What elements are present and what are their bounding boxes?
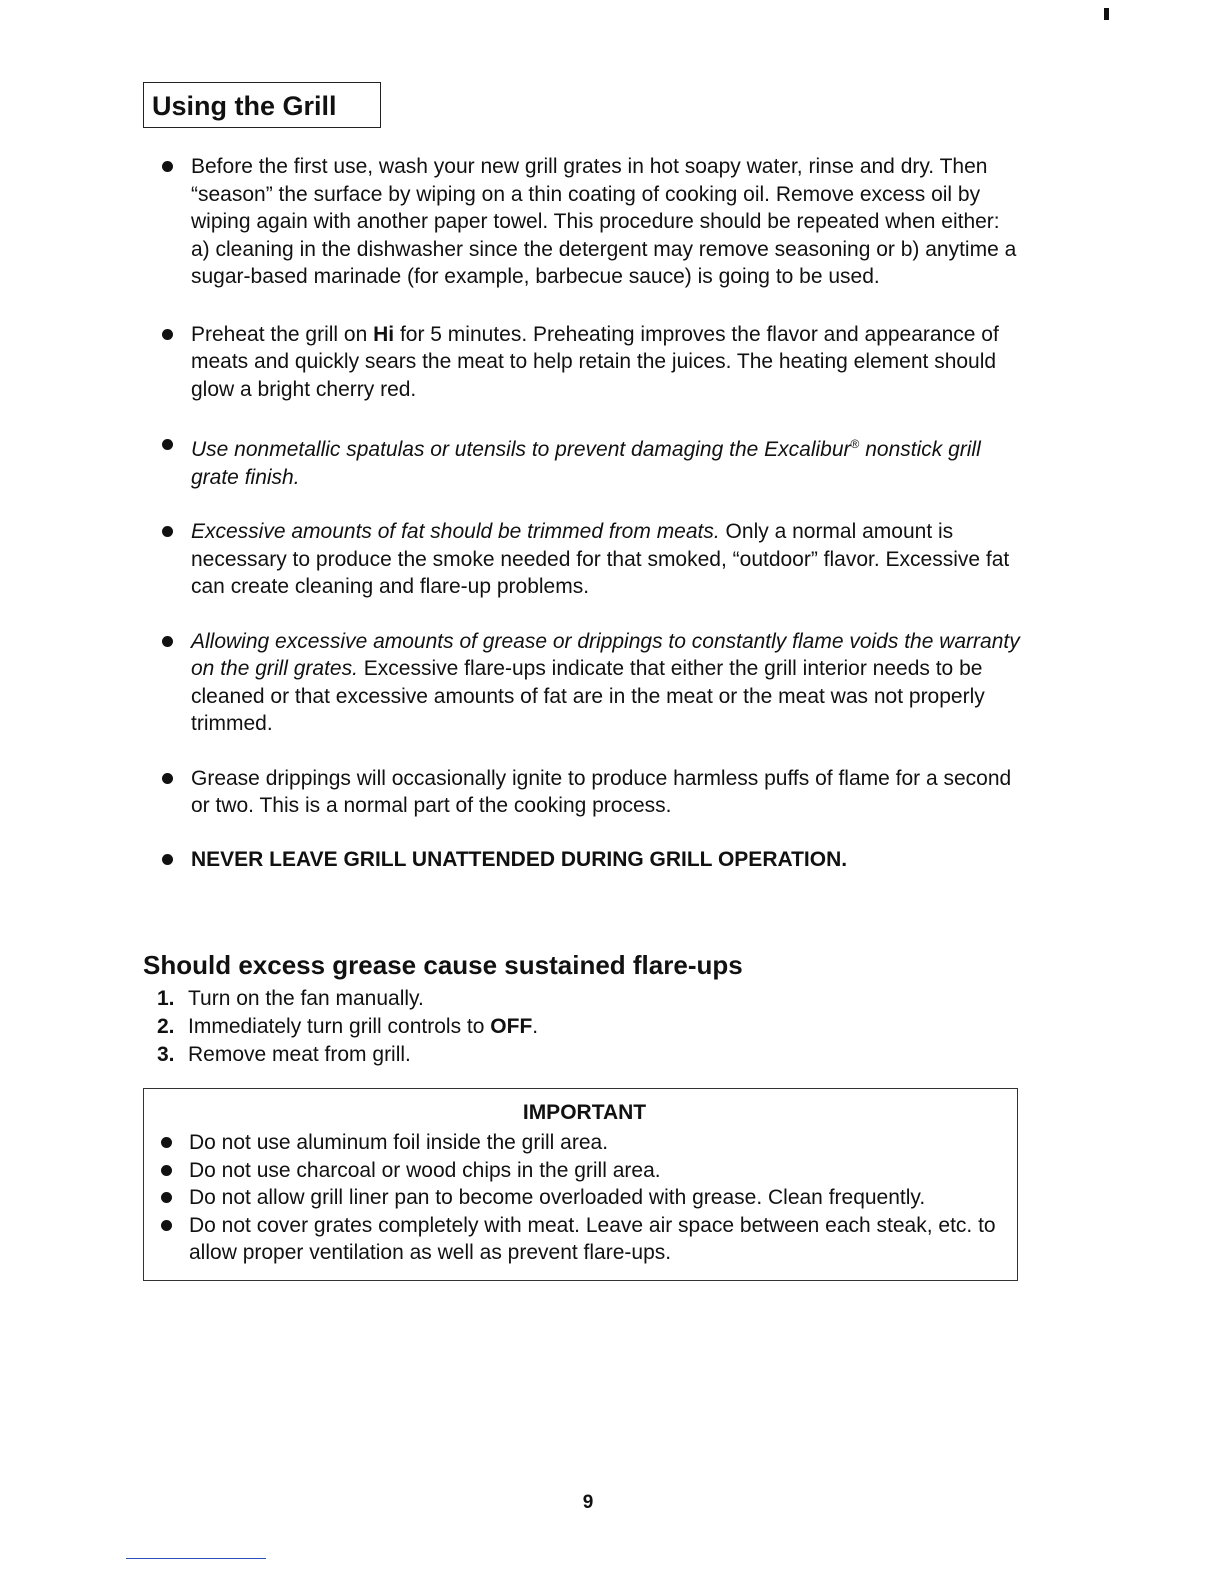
bullet-unattended-warning (160, 846, 1022, 874)
corner-registration-mark (1104, 8, 1109, 20)
important-notice-box (143, 1088, 1018, 1281)
step-item (157, 1013, 538, 1041)
important-item: Do not cover grates completely with meat. Leave air space between each steak, etc. to allow proper ventilation as well as prevent flare-ups. (158, 1212, 1017, 1267)
bullet-preheat-text-end: for 5 minutes. Preheating improves the flavor and appearance of meats and quickly sears the meat to help retain the juices. The heating element should glow a bright cherry red. (191, 322, 999, 401)
important-item: Do not use aluminum foil inside the grill area. (158, 1129, 1017, 1157)
registered-mark: ® (850, 437, 860, 451)
step-text-end: . (532, 1015, 539, 1038)
bullet-grease-drippings-text: Grease drippings will occasionally ignite to produce harmless puffs of flame for a second or two. This is a normal part of the cooking process. (191, 766, 1012, 817)
preheat-setting: Hi (373, 322, 395, 346)
step-number: 2. (157, 1015, 175, 1038)
bullet-trim-fat-text: Only a normal amount is necessary to produce the smoke needed for that smoked, “outdoor” flavor. Excessive fat can create cleaning and flare-up problems. (191, 520, 1010, 598)
step-item (157, 985, 538, 1013)
step-number: 3. (157, 1043, 175, 1066)
important-item: Do not use charcoal or wood chips in the grill area. (158, 1157, 1017, 1185)
bullet-seasoning-text: Before the first use, wash your new grill grates in hot soapy water, rinse and dry. Then “season” the surface by wiping on a thin coating of cooking oil. Remove excess oil by wiping again with another paper towel. This procedure should be repeated when either: a) cleaning in the dishwasher since the detergent may remove seasoning or b) anytime a sugar-based marinade (for example, barbecue sauce) is going to be used. (191, 155, 1017, 288)
step-text: Immediately turn grill controls to (188, 1015, 491, 1038)
bottom-rule (126, 1558, 266, 1559)
bullet-utensils-text: Use nonmetallic spatulas or utensils to prevent damaging the Excalibur (191, 438, 851, 461)
important-item: Do not allow grill liner pan to become overloaded with grease. Clean frequently. (158, 1184, 1017, 1212)
bullet-seasoning (160, 153, 1022, 291)
bullet-warranty (160, 628, 1022, 738)
unattended-warning-text: NEVER LEAVE GRILL UNATTENDED DURING GRILL OPERATION. (191, 847, 848, 871)
usage-bullet-list (160, 153, 1022, 900)
bullet-warranty-text: Excessive flare-ups indicate that either the grill interior needs to be cleaned or that excessive amounts of fat are in the meat or the meat was not properly trimmed. (191, 657, 985, 735)
step-item (157, 1041, 538, 1069)
bullet-trim-fat (160, 518, 1022, 601)
page-number: 9 (582, 1492, 594, 1513)
important-list (144, 1129, 1017, 1267)
important-title: IMPORTANT (522, 1101, 647, 1124)
step-text-bold: OFF (490, 1015, 533, 1038)
step-text: Turn on the fan manually. (188, 987, 424, 1010)
flare-ups-heading: Should excess grease cause sustained flare-ups (143, 950, 743, 980)
bullet-warranty-italic: Allowing excessive amounts of grease or drippings to constantly flame voids the warranty on the grill grates. (191, 629, 1020, 680)
step-text: Remove meat from grill. (188, 1043, 411, 1066)
bullet-preheat-text-start: Preheat the grill on (191, 322, 374, 346)
bullet-grease-drippings (160, 765, 1022, 820)
bullet-utensils (160, 431, 1022, 491)
step-number: 1. (157, 987, 175, 1010)
bullet-preheat (160, 321, 1022, 404)
bullet-utensils-text-end: nonstick grill grate finish. (191, 438, 981, 489)
bullet-trim-fat-italic: Excessive amounts of fat should be trimmed from meats. (191, 520, 720, 543)
page-title: Using the Grill (143, 82, 381, 128)
flare-ups-steps (157, 985, 538, 1069)
